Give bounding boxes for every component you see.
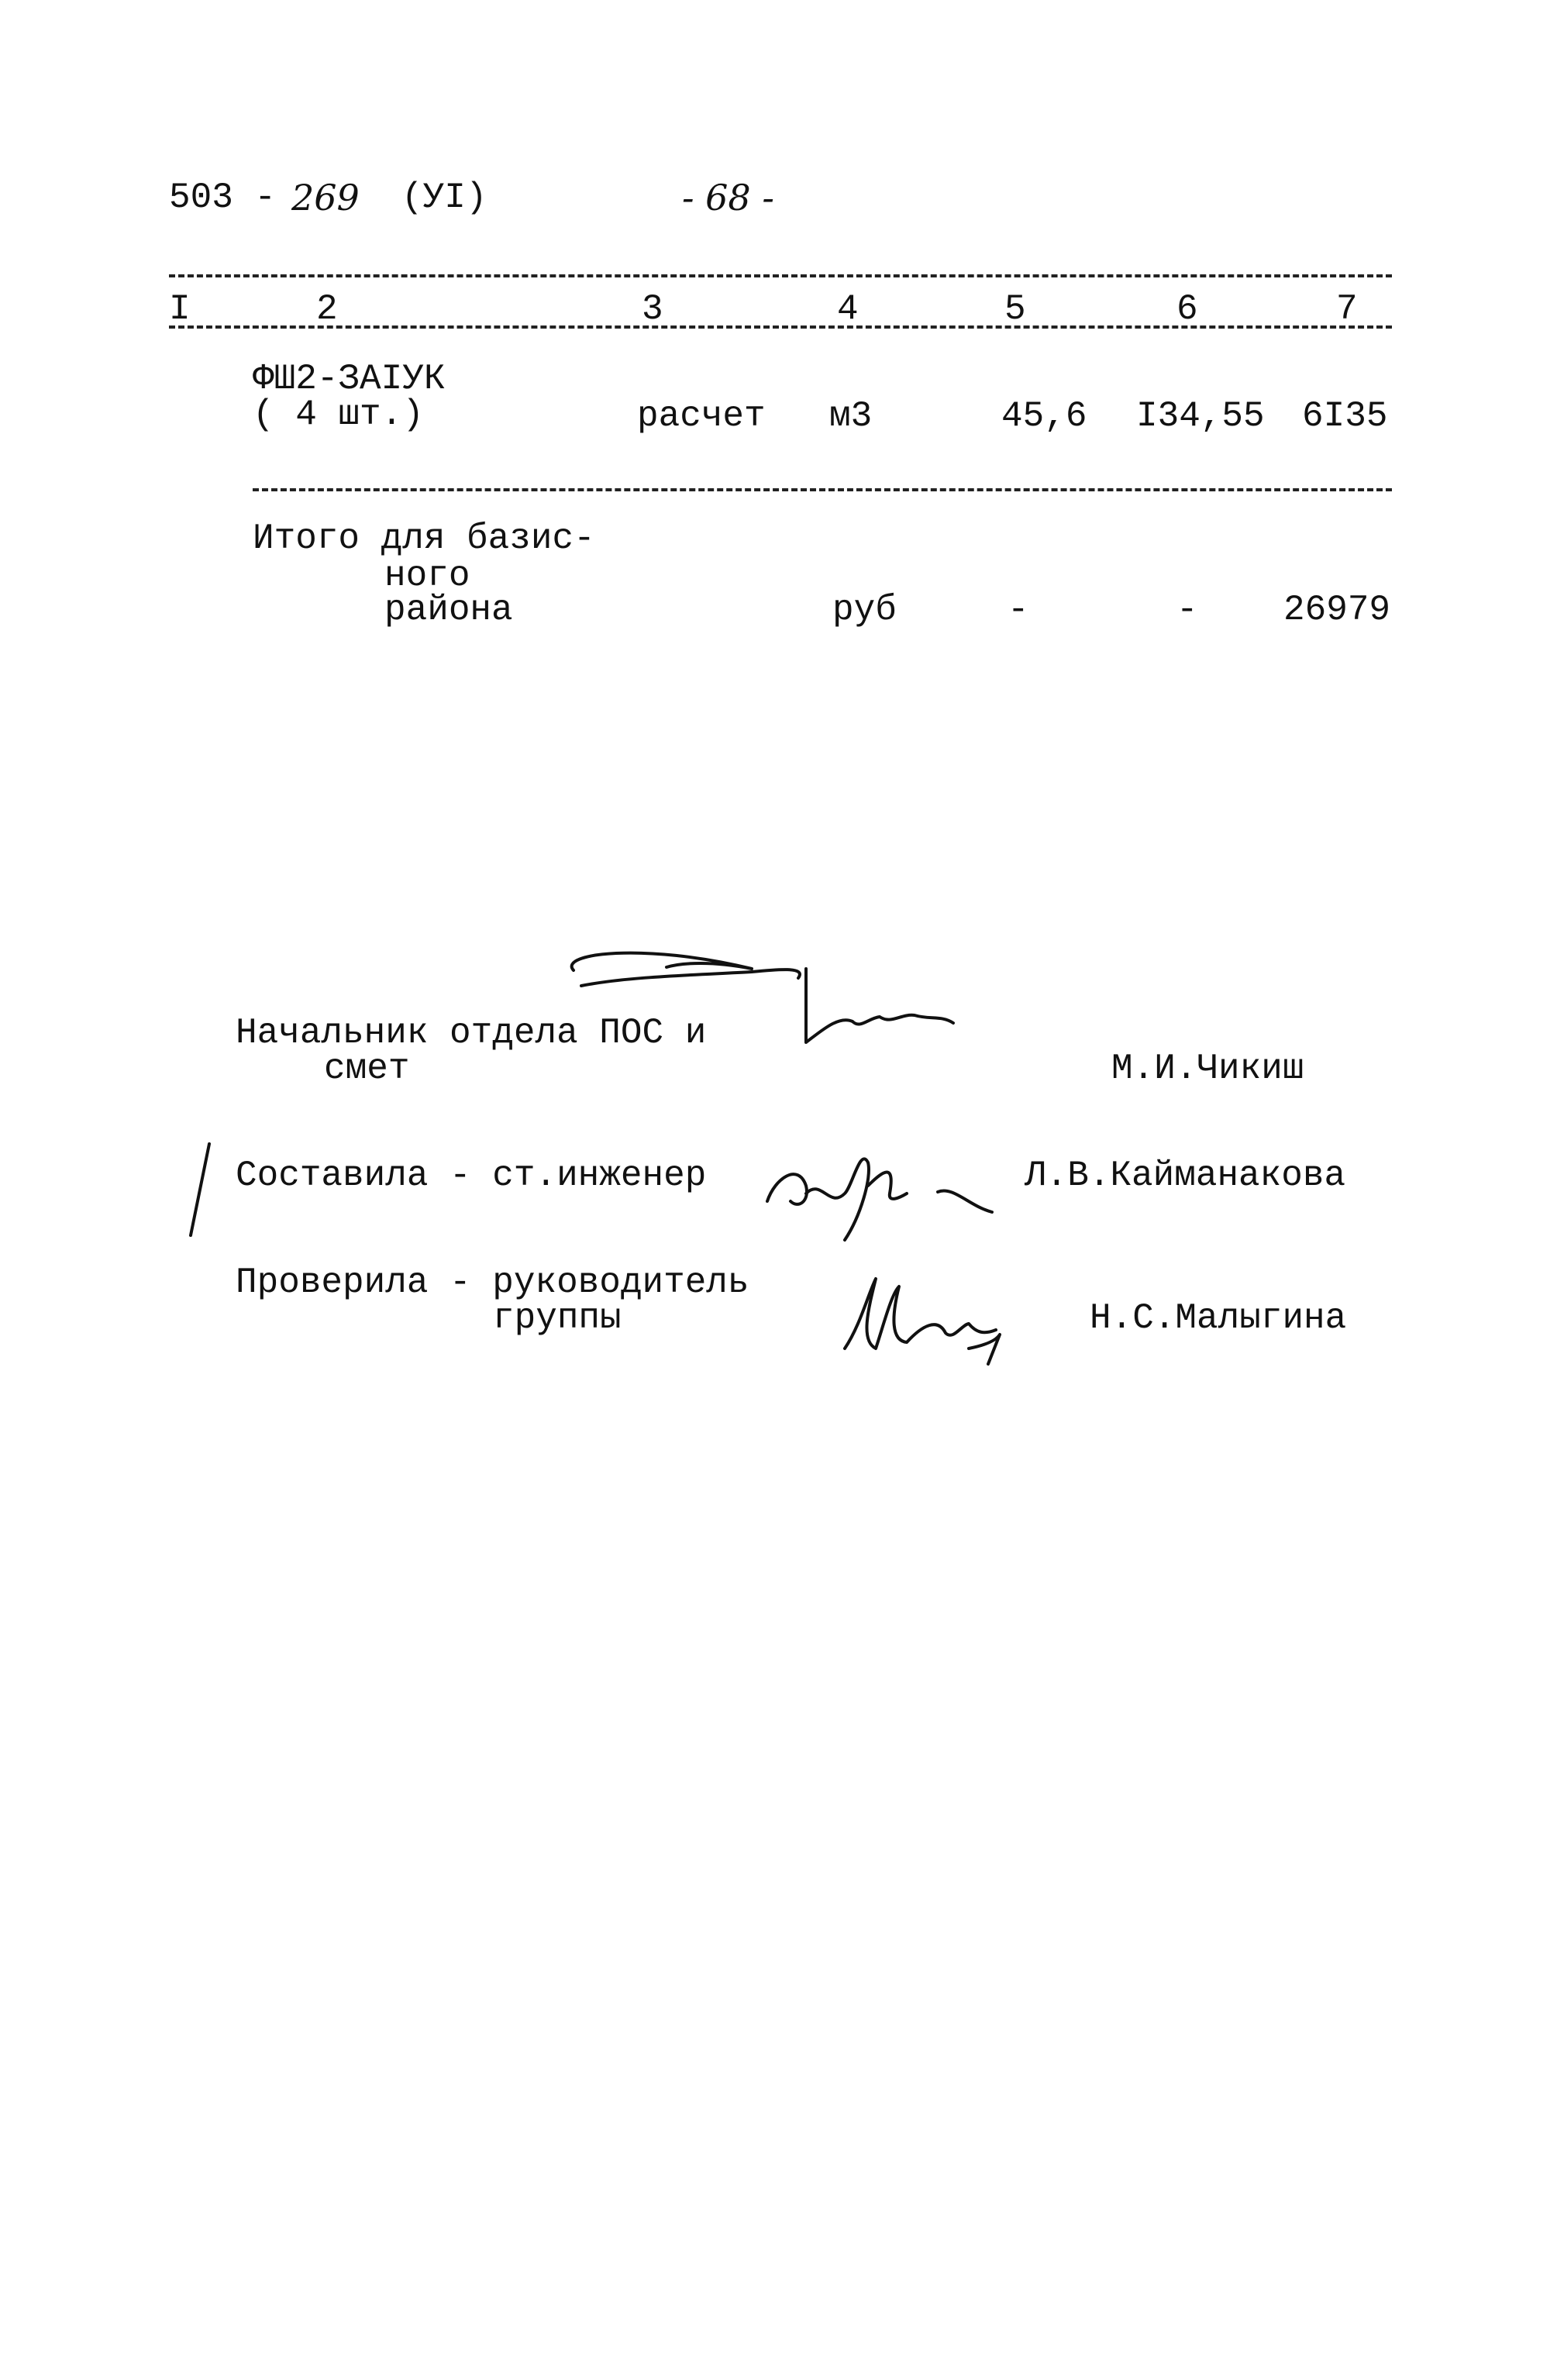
item-quantity-note: ( 4 шт.)	[253, 394, 424, 435]
column-number-rule	[169, 325, 1392, 329]
chief-title: Начальник отдела ПОС и	[236, 1013, 707, 1053]
total-unit: руб	[832, 590, 897, 630]
column-number: 5	[1004, 289, 1026, 329]
chief-name: М.И.Чикиш	[1111, 1049, 1304, 1089]
total-price: -	[1176, 590, 1198, 630]
margin-mark	[184, 1139, 215, 1240]
compiled-name: Л.В.Кайманакова	[1025, 1156, 1346, 1196]
total-quantity: -	[1008, 590, 1029, 630]
item-price: I34,55	[1136, 396, 1265, 436]
total-label: Итого для базис-	[253, 518, 595, 559]
checked-signature	[829, 1263, 1023, 1372]
checked-title-cont: группы	[493, 1298, 622, 1338]
compiled-signature	[752, 1131, 1008, 1248]
item-basis: расчет	[637, 396, 766, 436]
checked-name: Н.С.Малыгина	[1090, 1298, 1347, 1338]
page-number: - 68 -	[682, 177, 774, 219]
column-number: 3	[642, 289, 663, 329]
column-number: 6	[1176, 289, 1198, 329]
chief-title-cont: смет	[324, 1049, 410, 1089]
series-number: 269	[291, 177, 360, 219]
total-rule	[253, 488, 1392, 491]
total-label-cont: района	[384, 590, 513, 630]
series-prefix: 503 -	[169, 177, 277, 218]
table-top-rule	[169, 274, 1392, 277]
volume-label: (УI)	[401, 177, 487, 218]
item-quantity: 45,6	[1001, 396, 1087, 436]
total-cost: 26979	[1283, 590, 1391, 630]
item-unit: м3	[829, 396, 873, 436]
checked-title: Проверила - руководитель	[236, 1262, 749, 1303]
column-number: 2	[316, 289, 338, 329]
item-name: ФШ2-ЗАIУК	[253, 359, 446, 399]
compiled-title: Составила - ст.инженер	[236, 1156, 707, 1196]
total-label-cont: ного	[384, 556, 470, 596]
item-cost: 6I35	[1302, 396, 1388, 436]
chief-signature	[550, 938, 953, 1054]
column-number: I	[169, 289, 191, 329]
column-number: 4	[837, 289, 859, 329]
column-number: 7	[1336, 289, 1358, 329]
